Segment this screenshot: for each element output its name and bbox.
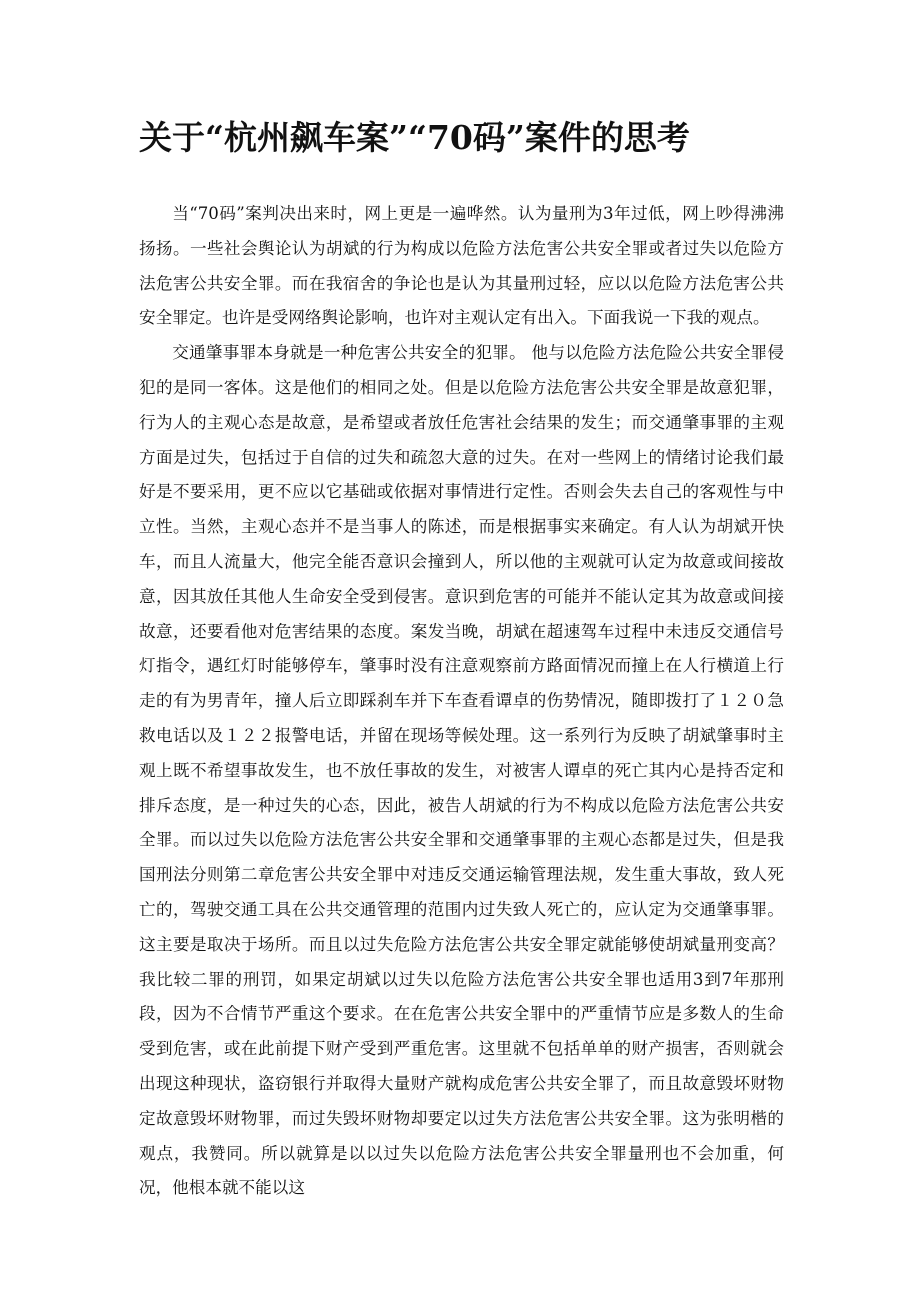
paragraph-2: 交通肇事罪本身就是一种危害公共安全的犯罪。 他与以危险方法危险公共安全罪侵犯的是同一客体。这是他们的相同之处。但是以危险方法危害公共安全罪是故意犯罪，行为人的主观心态是故意，是希望或者放任危害社会结果的发生；而交通肇事罪的主观方面是过失，包括过于自信的过失和疏忽大意的过失。在对一些网上的情绪讨论我们最好是不要采用，更不应以它基础或依据对事情进行定性。否则会失去自己的客观性与中立性。当然，主观心态并不是当事人的陈述，而是根据事实来确定。有人认为胡斌开快车，而且人流量大，他完全能否意识会撞到人，所以他的主观就可认定为故意或间接故意，因其放任其他人生命安全受到侵害。意识到危害的可能并不能认定其为故意或间接故意，还要看他对危害结果的态度。案发当晚，胡斌在超速驾车过程中未违反交通信号灯指令，遇红灯时能够停车，肇事时没有注意观察前方路面情况而撞上在人行横道上行走的有为男青年，撞人后立即踩刹车并下车查看谭卓的伤势情况，随即拨打了１２０急救电话以及１２２报警电话，并留在现场等候处理。这一系列行为反映了胡斌肇事时主观上既不希望事故发生，也不放任事故的发生，对被害人谭卓的死亡其内心是持否定和排斥态度，是一种过失的心态，因此，被告人胡斌的行为不构成以危险方法危害公共安全罪。而以过失以危险方法危害公共安全罪和交通肇事罪的主观心态都是过失，但是我国刑法分则第二章危害公共安全罪中对违反交通运输管理法规，发生重大事故，致人死亡的，驾驶交通工具在公共交通管理的范围内过失致人死亡的，应认定为交通肇事罪。这主要是取决于场所。而且以过失危险方法危害公共安全罪定就能够使胡斌量刑变高？我比较二罪的刑罚，如果定胡斌以过失以危险方法危害公共安全罪也适用3到7年那刑段，因为不合情节严重这个要求。在在危害公共安全罪中的严重情节应是多数人的生命受到危害，或在此前提下财产受到严重危害。这里就不包括单单的财产损害，否则就会出现这种现状，盗窃银行并取得大量财产就构成危害公共安全罪了，而且故意毁坏财物定故意毁坏财物罪，而过失毁坏财物却要定以过失方法危害公共安全罪。这为张明楷的观点，我赞同。所以就算是以以过失以危险方法危害公共安全罪量刑也不会加重，何况，他根本就不能以这 [139, 343, 784, 1198]
paragraph-1: 当“70码”案判决出来时，网上更是一遍哗然。认为量刑为3年过低，网上吵得沸沸扬扬。一些社会舆论认为胡斌的行为构成以危险方法危害公共安全罪或者过失以危险方法危害公共安全罪。而在我宿舍的争论也是认为其量刑过轻，应以以危险方法危害公共安全罪定。也许是受网络舆论影响，也许对主观认定有出入。下面我说一下我的观点。 [139, 204, 784, 328]
document-body [139, 197, 784, 1206]
document-title: 关于“杭州飙车案”“70码”案件的思考 [139, 118, 690, 157]
